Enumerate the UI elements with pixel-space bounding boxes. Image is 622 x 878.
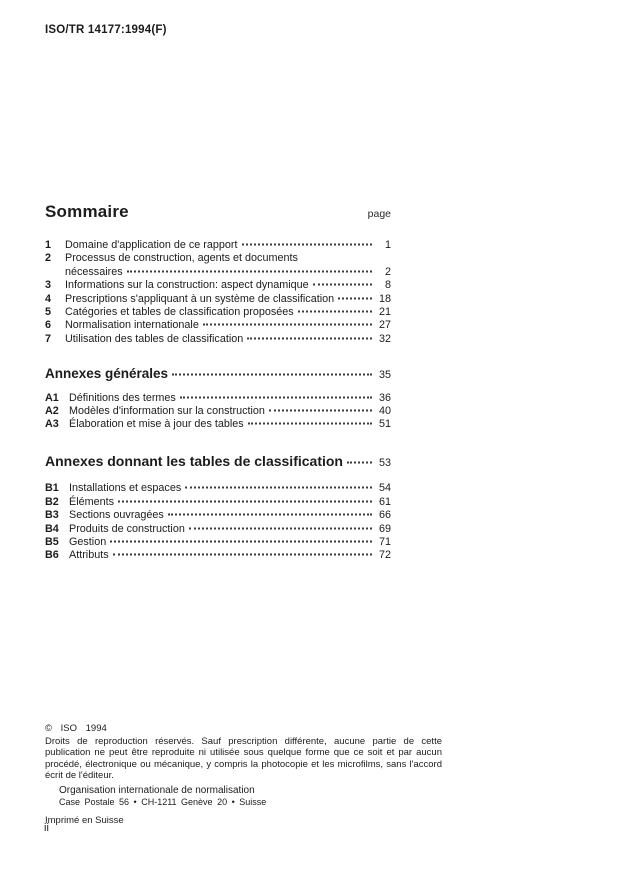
dot-leader <box>127 270 372 272</box>
toc-entry-number: 4 <box>45 292 52 305</box>
toc-header <box>45 202 391 222</box>
toc-entry-label: Attributs <box>69 549 109 562</box>
annex-general-page: 35 <box>378 369 391 382</box>
copyright-line: © ISO 1994 <box>45 723 107 734</box>
copyright-footer <box>45 723 442 826</box>
table-of-contents <box>45 202 391 563</box>
toc-entry-label: Sections ouvragées <box>69 509 164 522</box>
toc-entry-number: 6 <box>45 319 52 332</box>
dot-leader <box>313 284 372 286</box>
toc-entry <box>45 306 391 319</box>
toc-entry-page: 8 <box>384 279 391 292</box>
dot-leader <box>110 540 372 542</box>
toc-title: Sommaire <box>45 202 129 221</box>
toc-entry-label: Domaine d'application de ce rapport <box>65 239 238 251</box>
toc-entry <box>45 239 391 252</box>
toc-entry-page: 1 <box>384 239 391 251</box>
publisher-address: Case Postale 56 • CH-1211 Genève 20 • Suisse <box>59 797 267 808</box>
toc-entry-label: Processus de construction, agents et documents <box>65 252 298 265</box>
toc-entry-label: Élaboration et mise à jour des tables <box>69 418 244 431</box>
dot-leader <box>203 324 372 326</box>
toc-entry-number: 1 <box>45 239 52 251</box>
toc-entry-page: 36 <box>378 391 391 404</box>
annex-tables-title: Annexes donnant les tables de classification <box>45 452 343 469</box>
toc-entry-number: 5 <box>45 306 52 319</box>
dot-leader <box>113 554 372 556</box>
toc-entry-number: A3 <box>45 418 59 431</box>
dot-leader <box>347 461 372 463</box>
toc-entry-page: 32 <box>378 332 391 345</box>
toc-entry-number: B4 <box>45 522 59 535</box>
toc-entry <box>45 509 391 522</box>
dot-leader <box>242 244 372 246</box>
toc-entry-label: Catégories et tables de classification proposées <box>65 306 294 319</box>
toc-entry-label: Éléments <box>69 495 115 508</box>
toc-entry-page: 18 <box>378 292 391 305</box>
toc-entry-label: Prescriptions s'appliquant à un système de classification <box>65 292 335 305</box>
toc-entry-number: A2 <box>45 405 59 418</box>
toc-entry-page: 61 <box>378 495 391 508</box>
toc-entry <box>45 496 391 509</box>
toc-entry <box>45 418 391 431</box>
annex-general-title: Annexes générales <box>45 366 169 382</box>
dot-leader <box>338 297 372 299</box>
annex-general-section <box>45 367 391 432</box>
toc-entry-number: B1 <box>45 482 59 495</box>
page-number: ii <box>44 822 49 834</box>
toc-entry-number: A1 <box>45 391 59 404</box>
toc-entry-label: Définitions des termes <box>69 391 176 404</box>
dot-leader <box>185 487 372 489</box>
page-column-label: page <box>367 208 391 220</box>
toc-entry-label: Utilisation des tables de classification <box>65 332 244 345</box>
toc-entry-page: 72 <box>378 549 391 562</box>
toc-entry-page: 66 <box>378 509 391 522</box>
dot-leader <box>189 527 372 529</box>
dot-leader <box>118 500 372 502</box>
toc-entry-label: Normalisation internationale <box>65 319 199 332</box>
toc-entry-label: Modèles d'information sur la construction <box>69 405 265 418</box>
toc-entry <box>45 523 391 536</box>
annex-tables-section <box>45 452 391 563</box>
chapter-list <box>45 239 391 346</box>
toc-entry <box>45 536 391 549</box>
toc-entry-number: 7 <box>45 332 52 345</box>
toc-entry <box>45 293 391 306</box>
toc-entry <box>45 392 391 405</box>
toc-entry <box>45 405 391 418</box>
toc-entry-number: 3 <box>45 279 52 292</box>
toc-entry-label: Produits de construction <box>69 522 185 535</box>
toc-entry-page: 51 <box>378 418 391 431</box>
dot-leader <box>248 423 372 425</box>
toc-entry-label: Installations et espaces <box>69 482 182 495</box>
toc-entry-page: 40 <box>378 405 391 418</box>
toc-entry-number: B3 <box>45 509 59 522</box>
toc-entry <box>45 279 391 292</box>
toc-entry <box>45 252 391 265</box>
dot-leader <box>168 514 372 516</box>
annex-tables-page: 53 <box>378 456 391 469</box>
toc-entry-page: 71 <box>378 535 391 548</box>
toc-entry-page: 2 <box>384 265 391 278</box>
rights-paragraph: Droits de reproduction réservés. Sauf prescription différente, aucune partie de cette publication ne peut être reproduite ni utilisée sous quelque forme que ce soit et par aucun procédé, électronique ou mécanique, y compris la photocopie et les microfilms, sans l'accord écrit de l'éditeur. <box>45 736 442 781</box>
annex-tables-heading <box>45 452 391 470</box>
annex-general-heading <box>45 367 391 382</box>
toc-entry-label: Gestion <box>69 535 107 548</box>
doc-reference: ISO/TR 14177:1994(F) <box>45 24 167 36</box>
dot-leader <box>247 337 372 339</box>
toc-entry <box>45 319 391 332</box>
toc-entry-continuation <box>45 266 391 279</box>
printed-in-line: Imprimé en Suisse <box>45 815 124 827</box>
dot-leader <box>298 311 372 313</box>
toc-entry <box>45 482 391 495</box>
toc-entry-page: 54 <box>378 482 391 495</box>
publisher-block <box>59 785 442 807</box>
toc-entry-number: B6 <box>45 549 59 562</box>
toc-entry-label: nécessaires <box>65 265 123 278</box>
dot-leader <box>172 374 372 376</box>
publisher-name: Organisation internationale de normalisation <box>59 785 255 797</box>
dot-leader <box>180 396 372 398</box>
dot-leader <box>269 410 372 412</box>
toc-entry <box>45 333 391 346</box>
toc-entry-number: 2 <box>45 252 52 265</box>
toc-entry-page: 69 <box>378 522 391 535</box>
toc-entry-number: B2 <box>45 495 59 508</box>
toc-entry-label: Informations sur la construction: aspect dynamique <box>65 279 309 292</box>
toc-entry-page: 21 <box>378 306 391 319</box>
toc-entry-number: B5 <box>45 535 59 548</box>
toc-entry-page: 27 <box>378 319 391 332</box>
toc-entry <box>45 549 391 562</box>
